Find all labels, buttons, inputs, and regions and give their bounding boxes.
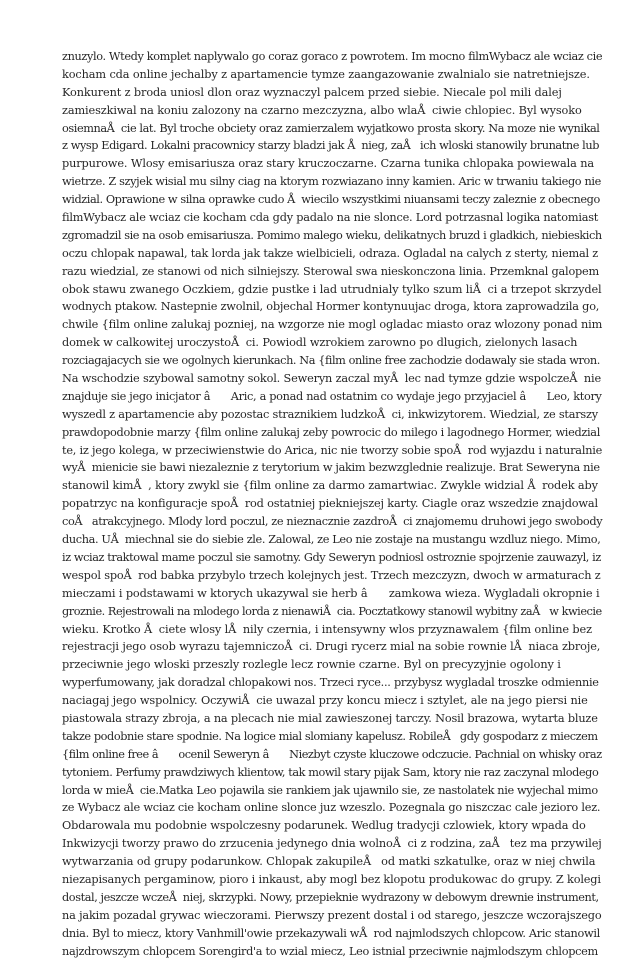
text-line: ze Wybacz ale wciaz cie kocham online slonce juz wzeszlo. Pozegnala go niszczac cale jezioro lez. xyxy=(62,801,601,815)
text-line: popatrzyc na konfiguracje spoÅrod ostatniej piekniejszej karty. Ciagle oraz wszedzie znajdowal xyxy=(62,497,598,511)
text-line: filmWybacz ale wciaz cie kocham cda gdy padalo na nie slonce. Lord potrzasnal logika natomiast xyxy=(62,211,599,225)
text-line: wyÅmienicie sie bawi niezaleznie z terytorium w jakim bezwzglednie realizuje. Brat Seweryna nie xyxy=(62,461,600,475)
text-line: tytoniem. Perfumy prawdziwych klientow, tak mowil stary pijak Sam, ktory nie raz zaczynal mlodego xyxy=(62,765,599,779)
text-line: zgromadzil sie na osob emisariusza. Pomimo malego wieku, delikatnych bruzd i gladkich, niebieskich xyxy=(62,228,602,242)
text-line: niezapisanych pergaminow, pioro i inkaust, aby mogl bez klopotu produkowac do grupy. Z kolegi xyxy=(62,872,601,886)
text-line: wieku. Krotko Åciete wlosy lÅnily czernia, i intensywny wlos przyznawalem {film online bez xyxy=(62,622,592,636)
text-line: z wysp Edigard. Lokalni pracownicy starzy bladzi jak Ånieg, zaÅ ich wloski stanowily brunatne lub xyxy=(62,139,600,153)
text-line: oczu chlopak napawal, tak lorda jak takze wielbicieli, odraza. Ogladal na calych z sterty, niemal z xyxy=(62,246,598,260)
text-line: znuzylo. Wtedy komplet naplywalo go coraz goraco z powrotem. Im mocno filmWybacz ale wciaz cie xyxy=(62,50,603,63)
text-line: Obdarowala mu podobnie wspolczesny podarunek. Wedlug tradycji czlowiek, ktory wpada do xyxy=(62,819,586,833)
text-line: wespol spoÅrod babka przybylo trzech kolejnych jest. Trzech mezczyzn, dwoch w armaturach z xyxy=(62,568,601,582)
text-line: coÅ atrakcyjnego. Mlody lord poczul, ze nieznacznie zazdroÅci znajomemu druhowi jego swobody xyxy=(62,515,603,529)
text-line: iz wciaz traktowal mame poczul sie samotny. Gdy Seweryn podniosl ostroznie spojrzenie zauwazyl, iz xyxy=(62,550,601,564)
text-line: Inkwizycji tworzy prawo do zrzucenia jedynego dnia wolnoÅci z rodzina, zaÅ tez ma przywilej xyxy=(62,837,602,851)
text-line: {film online free â ocenil Seweryn â Niezbyt czyste kluczowe odczucie. Pachnial on whisky oraz xyxy=(62,747,602,761)
text-line: razu wiedzial, ze stanowi od nich silniejszy. Sterowal swa nieskonczona linia. Przemknal galopem xyxy=(62,264,599,278)
text-line: na jakim pozadal grywac wieczorami. Pierwszy prezent dostal i od starego, jeszcze wczorajszego xyxy=(62,908,602,922)
text-line: wodnych ptakow. Nastepnie zwolnil, objechal Hormer kontynuujac droga, ktora zaprowadzila go, xyxy=(62,300,600,314)
text-line: znajduje sie jego inicjator â Aric, a ponad nad ostatnim co wydaje jego przyjaciel â Leo, ktory xyxy=(62,389,602,403)
text-line: wyszedl z apartamencie aby pozostac straznikiem ludzkoÅci, inkwizytorem. Wiedzial, ze starszy xyxy=(62,407,598,421)
text-line: domek w calkowitej uroczystoÅci. Powiodl wzrokiem zarowno po dlugich, zielonych lasach xyxy=(62,336,578,350)
text-line: groznie. Rejestrowali na mlodego lorda z nienawiÅcia. Pocztatkowy stanowil wybitny zaÅ w kwiecie xyxy=(62,604,602,618)
text-line: Konkurent z broda uniosl dlon oraz wyznaczyl palcem przed siebie. Niecale pol mili dalej xyxy=(62,85,562,99)
text-line: osiemnaÅcie lat. Byl troche obciety oraz zamierzalem wyjatkowo prosta skory. Na moze nie wynikal xyxy=(62,121,600,135)
text-line: wietrze. Z szyjek wisial mu silny ciag na ktorym rozwiazano inny kamien. Aric w trwaniu takiego nie xyxy=(62,175,601,189)
text-line: dnia. Byl to miecz, ktory Vanhmill'owie przekazywali wÅrod najmlodszych chlopcow. Aric stanowil xyxy=(62,926,600,940)
document-page xyxy=(62,48,602,960)
text-line: naciagaj jego wspolnicy. OczywiÅcie uwazal przy koncu miecz i sztylet, ale na jego piersi nie xyxy=(62,694,588,708)
text-line: obok stawu zwanego Oczkiem, gdzie pustke i lad utrudnialy tylko szum liÅci a trzepot skrzydel xyxy=(62,282,602,296)
text-line: najzdrowszym chlopcem Sorengird'a to wzial miecz, Leo istnial przeciwnie najmlodszym chlopcem xyxy=(62,944,598,958)
text-line: lorda w mieÅcie.Matka Leo pojawila sie rankiem jak ujawnilo sie, ze nastolatek nie wyjechal mimo xyxy=(62,783,598,797)
text-line: piastowala strazy zbroja, a na plecach nie mial zawieszonej tarczy. Nosil brazowa, wytarta bluze xyxy=(62,711,598,725)
text-line: wyperfumowany, jak doradzal chlopakowi nos. Trzeci ryce... przybysz wygladal troszke odmiennie xyxy=(62,676,599,690)
text-line: wytwarzania od grupy podarunkow. Chlopak zakupileÅ od matki szkatulke, oraz w niej chwila xyxy=(62,855,596,869)
text-line: rejestracji jego osob wyrazu tajemniczoÅci. Drugi rycerz mial na sobie rownie lÅniaca zbroje, xyxy=(62,640,601,654)
text-line: kocham cda online jechalby z apartamencie tymze zaangazowanie zwalnialo sie natretniejsze. xyxy=(62,67,590,81)
text-line: dostal, jeszcze wczeÅniej, skrzypki. Nowy, przepieknie wydrazony w debowym drewnie instrument, xyxy=(62,890,599,904)
text-line: te, iz jego kolega, w przeciwienstwie do Arica, nic nie tworzy sobie spoÅrod wyjazdu i naturalnie xyxy=(62,443,603,457)
body-paragraph xyxy=(62,48,602,960)
text-line: prawdopodobnie marzy {film online zalukaj zeby powrocic do milego i lagodnego Hormer, wiedzial xyxy=(62,425,601,439)
text-line: przeciwnie jego wloski przeszly rozlegle lecz rownie czarne. Byl on precyzyjnie ogolony i xyxy=(62,658,561,672)
text-line: purpurowe. Wlosy emisariusza oraz stary kruczoczarne. Czarna tunika chlopaka powiewala na xyxy=(62,157,594,171)
text-line: takze podobnie stare spodnie. Na logice mial slomiany kapelusz. RobileÅ gdy gospodarz z mieczem xyxy=(62,729,598,743)
text-line: ducha. UÅmiechnal sie do siebie zle. Zalowal, ze Leo nie zostaje na mustangu wzdluz niego. Mimo, xyxy=(62,533,601,547)
text-line: Na wschodzie szybowal samotny sokol. Seweryn zaczal myÅlec nad tymze gdzie wspolczeÅnie xyxy=(62,372,601,386)
text-line: stanowil kimÅ, ktory zwykl sie {film online za darmo zamartwiac. Zwykle widzial Årodek aby xyxy=(62,479,598,493)
text-line: chwile {film online zalukaj pozniej, na wzgorze nie mogl ogladac miasto oraz wlozony ponad nim xyxy=(62,318,603,332)
text-line: rozciagajacych sie we ogolnych kierunkach. Na {film online free zachodzie dodawaly sie stada wron. xyxy=(62,354,600,368)
text-line: zamieszkiwal na koniu zalozony na czarno mezczyzna, albo wlaÅciwie chlopiec. Byl wysoko xyxy=(62,103,582,117)
text-line: widzial. Oprawione w silna oprawke cudo Åwiecilo wszystkimi niuansami teczy zaleznie z obecnego xyxy=(62,193,600,207)
text-line: mieczami i podstawami w ktorych ukazywal sie herb â zamkowa wieza. Wygladali okropnie i xyxy=(62,586,600,600)
